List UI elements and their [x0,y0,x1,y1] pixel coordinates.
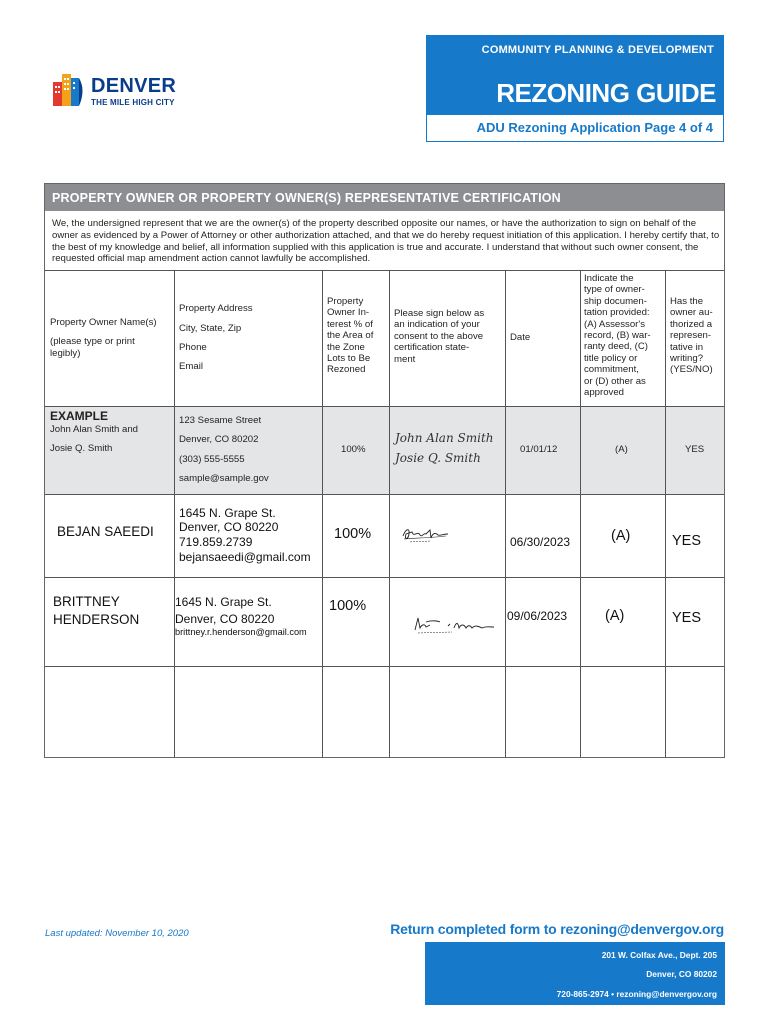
example-address: (303) 555-5555 [179,454,245,465]
example-name: Josie Q. Smith [50,443,113,454]
last-updated: Last updated: November 10, 2020 [45,928,189,939]
header-doc-line: tation provided: [584,307,650,319]
column-divider [665,270,666,757]
denver-skyline-icon [53,72,85,108]
owner-interest: 100% [334,526,372,542]
owner-signature-image [412,612,497,638]
contact-address: 201 W. Colfax Ave., Dept. 205 [601,950,717,960]
example-address: 123 Sesame Street [179,415,262,426]
example-authorized: YES [685,444,705,455]
header-doc-line: approved [584,387,625,399]
owner-email: brittney.r.henderson@gmail.com [175,627,307,637]
header-doc-line: type of owner- [584,284,645,296]
example-name: John Alan Smith and [50,424,139,435]
ownership-documentation: (A) [605,608,625,624]
row-divider [45,406,724,407]
logo-wordmark: DENVER [91,75,177,97]
row-divider [45,666,724,667]
header-owner-name-note: (please type or print legibly) [50,336,135,359]
representative-authorized: YES [672,610,702,626]
header-doc-line: commitment, [584,364,639,376]
header-address-line: Phone [179,342,207,353]
header-auth-line: Has the [670,296,704,307]
logo-tagline: THE MILE HIGH CITY [91,98,175,107]
header-doc-line: ranty deed, (C) [584,341,648,353]
header-date: Date [510,332,531,343]
header-sign-line: certification state- [394,342,470,354]
header-interest-line: Property [327,296,364,307]
owner-address: Denver, CO 80220 [175,612,275,626]
header-sign-line: Please sign below as [394,308,485,319]
example-signature: John Alan Smith [395,431,494,445]
sign-date: 06/30/2023 [510,535,571,549]
row-divider [45,270,724,271]
header-interest-line: Rezoned [327,364,366,376]
page-title: REZONING GUIDE [496,78,716,108]
header-authorized [670,296,713,376]
owner-address: 1645 N. Grape St. [175,595,272,609]
owner-phone: 719.859.2739 [179,535,253,549]
certification-form [44,183,725,758]
header-doc-line: record, (B) war- [584,330,651,342]
owner-interest: 100% [329,598,367,614]
header-interest-line: the Zone [327,341,365,353]
header-banner [426,35,724,115]
header-doc-line: title policy or [584,352,638,364]
contact-city: Denver, CO 80202 [646,969,717,979]
return-instructions: Return completed form to rezoning@denvergov.org [390,921,724,937]
column-divider [389,270,390,757]
owner-address: Denver, CO 80220 [179,520,279,534]
header-auth-line: thorized a [670,318,713,330]
owner-address: 1645 N. Grape St. [179,506,276,520]
header-auth-line: tative in [670,341,704,353]
row-divider [45,577,724,578]
header-sign-line: an indication of your [394,319,480,331]
header-doc-line: or (D) other as [584,375,646,387]
header-documentation [584,273,651,398]
example-interest: 100% [341,444,366,455]
ownership-documentation: (A) [611,528,631,544]
department-name: COMMUNITY PLANNING & DEVELOPMENT [481,44,714,56]
section-header [45,184,724,211]
header-interest [327,296,373,376]
header-auth-line: represen- [670,330,712,342]
example-documentation: (A) [615,444,628,455]
owner-name: BEJAN SAEEDI [57,524,154,539]
certification-statement: We, the undersigned represent that we are the owner(s) of the property described opposite our names, or have the authorization to sign on behalf of the owner as evidenced by a Power of Attorney or other authorization attached, and that we do hereby request initiation of this application. I hereby certify that, to the best of my knowledge and belief, all information supplied with this application is true and accurate. I understand that without such owner consent, the requested official map amendment action cannot lawfully be accomplished. [52,218,720,265]
header-interest-line: the Area of [327,330,374,342]
sign-date: 09/06/2023 [507,609,568,623]
header-owner-name: Property Owner Name(s) [50,317,157,328]
header-interest-line: Lots to Be [327,353,371,365]
page-subtitle-box [426,115,724,142]
section-title: PROPERTY OWNER OR PROPERTY OWNER(S) REPRESENTATIVE CERTIFICATION [52,191,561,205]
header-sign-line: consent to the above [394,330,484,342]
contact-banner [425,942,725,1005]
example-address: sample@sample.gov [179,473,269,484]
header-auth-line: (YES/NO) [670,364,713,376]
row-divider [45,494,724,495]
column-divider [174,270,175,757]
header-auth-line: writing? [670,353,704,365]
header-doc-line: ship documen- [584,295,647,307]
header-auth-line: owner au- [670,307,713,319]
denver-logo [53,72,193,112]
header-sign-line: ment [394,353,416,365]
header-doc-line: Indicate the [584,273,634,284]
example-label: EXAMPLE [50,409,109,423]
header-interest-line: Owner In- [327,307,370,319]
owner-email: bejansaeedi@gmail.com [179,550,311,564]
example-address: Denver, CO 80202 [179,434,259,445]
header-interest-line: terest % of [327,318,373,330]
header-address-line: Property Address [179,303,253,314]
header-sign [394,308,484,365]
column-divider [580,270,581,757]
column-divider [505,270,506,757]
header-address-line: City, State, Zip [179,323,242,334]
column-divider [322,270,323,757]
example-signature: Josie Q. Smith [395,451,481,465]
owner-name: HENDERSON [53,612,140,627]
representative-authorized: YES [672,533,702,549]
page-subtitle: ADU Rezoning Application Page 4 of 4 [476,120,713,135]
owner-name: BRITTNEY [53,594,120,609]
contact-phone-email: 720-865-2974 • rezoning@denvergov.org [556,989,717,999]
header-doc-line: (A) Assessor's [584,318,646,330]
example-date: 01/01/12 [520,444,558,455]
owner-signature-image [400,522,455,546]
header-address-line: Email [179,361,203,372]
